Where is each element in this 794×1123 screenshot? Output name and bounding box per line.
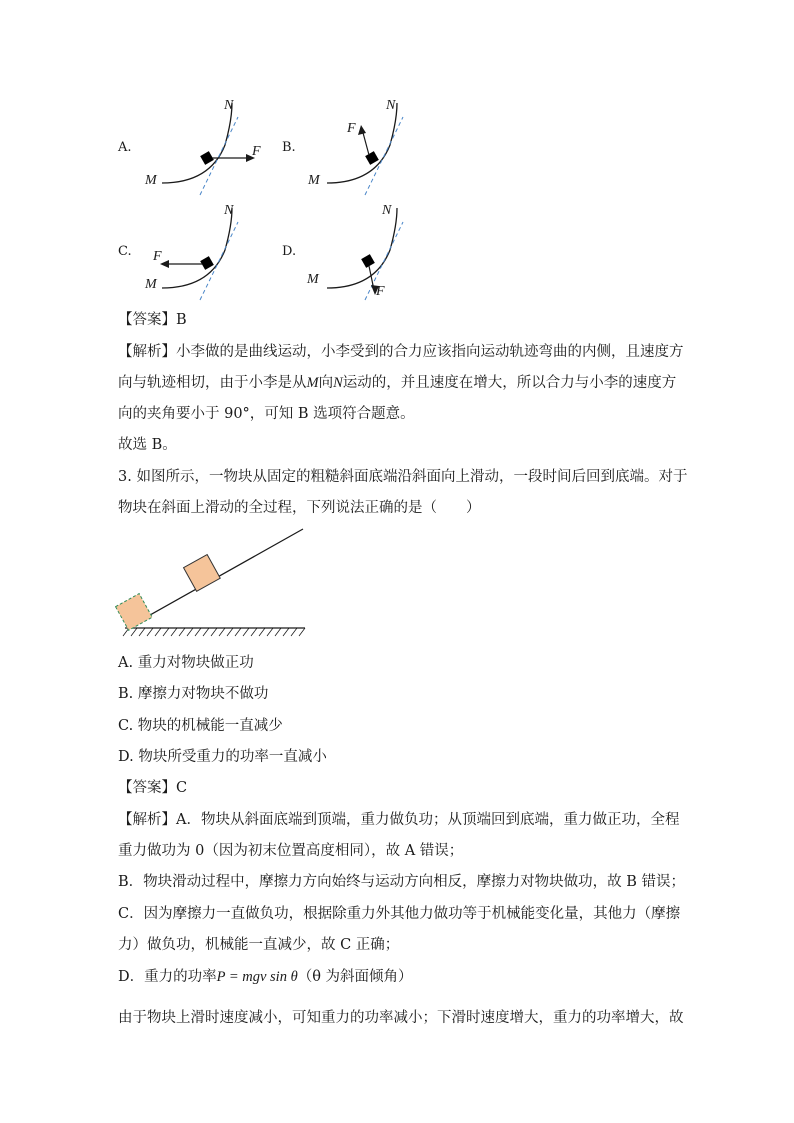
option-d-m: M <box>307 272 319 287</box>
q3-option-a: A. 重力对物块做正功 <box>118 655 254 671</box>
option-a-n: N <box>224 98 234 113</box>
q3-analysis-b: B．物块滑动过程中，摩擦力方向始终与运动方向相反，摩擦力对物块做功，故 B 错误； <box>118 874 686 890</box>
q3-option-b: B. 摩擦力对物块不做功 <box>118 686 269 702</box>
analysis-tag: 【解析】 <box>118 344 176 360</box>
q3-answer-line <box>118 778 187 798</box>
option-b-n: N <box>386 98 396 113</box>
q3-stem-line-2: 物块在斜面上滑动的全过程，下列说法正确的是（ ） <box>118 500 481 516</box>
analysis-text: （θ 为斜面倾角） <box>297 969 413 985</box>
analysis-text: 小李做的是曲线运动，小李受到的合力应该指向运动轨迹弯曲的内侧，且速度方 <box>176 344 684 360</box>
option-d-f: F <box>376 284 385 299</box>
answer-tag: 【答案】 <box>118 312 176 328</box>
option-c-label: C. <box>118 244 132 259</box>
option-a-label: A. <box>118 140 132 155</box>
option-b-f: F <box>347 121 356 136</box>
q3-analysis-d <box>118 967 413 987</box>
analysis-text: D．重力的功率 <box>118 969 217 985</box>
option-c-f: F <box>153 249 162 264</box>
q2-answer-line <box>118 310 187 330</box>
incline-figure <box>115 525 315 645</box>
analysis-text: 向与轨迹相切，由于小李是从 <box>118 375 307 391</box>
answer-tag: 【答案】 <box>118 780 176 796</box>
point-m: M <box>306 375 319 391</box>
option-b-diagram <box>305 95 435 195</box>
q3-analysis-c1: C．因为摩擦力一直做负功，根据除重力外其他力做功等于机械能变化量，其他力（摩擦 <box>118 906 681 922</box>
q3-stem-line-1: 3. 如图所示，一物块从固定的粗糙斜面底端沿斜面向上滑动，一段时间后回到底端。对于 <box>118 469 688 485</box>
q2-conclusion: 故选 B。 <box>118 437 177 453</box>
q3-analysis-last: 由于物块上滑时速度减小，可知重力的功率减小；下滑时速度增大，重力的功率增大，故 <box>118 1010 684 1026</box>
option-b-m: M <box>308 173 320 188</box>
option-c-n: N <box>224 203 234 218</box>
option-a-diagram <box>140 95 270 195</box>
q3-option-c: C. 物块的机械能一直减少 <box>118 718 283 734</box>
q2-analysis-line-1 <box>118 342 684 362</box>
option-a-m: M <box>145 173 157 188</box>
option-d-label: D. <box>282 244 297 259</box>
option-d-n: N <box>382 203 392 218</box>
q3-option-d: D. 物块所受重力的功率一直减小 <box>118 749 327 765</box>
analysis-text: 运动的，并且速度在增大，所以合力与小李的速度方 <box>342 375 677 391</box>
analysis-text: 向 <box>318 375 334 391</box>
q2-analysis-line-3: 向的夹角要小于 90°，可知 B 选项符合题意。 <box>118 406 415 422</box>
q3-analysis-c2: 力）做负功，机械能一直减少，故 C 正确； <box>118 937 400 953</box>
q3-analysis-a1 <box>118 810 679 830</box>
point-n: N <box>333 375 343 391</box>
option-d-diagram <box>305 200 435 300</box>
power-formula: P = mgv sin θ <box>216 969 298 985</box>
q3-analysis-a2: 重力做功为 0（因为初末位置高度相同），故 A 错误； <box>118 843 464 859</box>
option-c-m: M <box>145 277 157 292</box>
option-a-f: F <box>252 144 261 159</box>
option-b-label: B. <box>282 140 296 155</box>
answer-value: B <box>176 312 187 328</box>
q2-analysis-line-2 <box>118 373 676 393</box>
analysis-text: A．物块从斜面底端到顶端，重力做负功；从顶端回到底端，重力做正功，全程 <box>176 812 680 828</box>
answer-value: C <box>176 780 188 796</box>
analysis-tag: 【解析】 <box>118 812 176 828</box>
